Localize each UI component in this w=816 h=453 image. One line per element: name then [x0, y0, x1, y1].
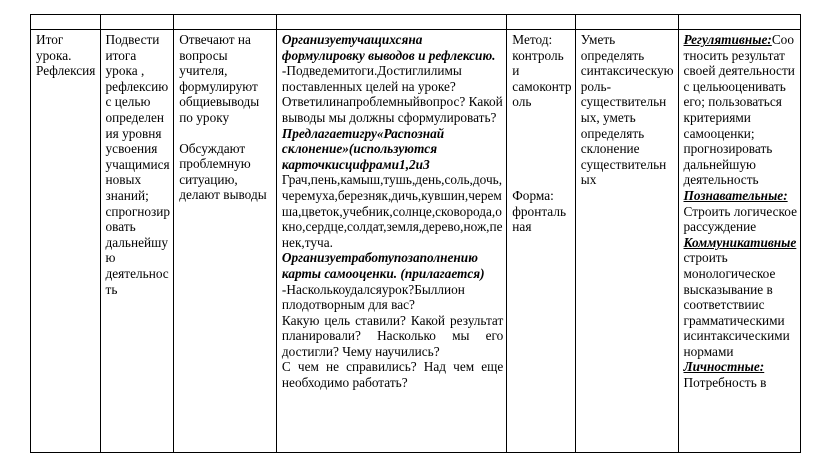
cognitive-label: Познавательные: — [683, 187, 788, 203]
header-cell — [276, 15, 506, 30]
personal-text: Потребность в — [683, 375, 767, 391]
teacher-heading-2: Предлагаетигру«Распознай склонение»(используются карточкисцифрами1,2и3 — [281, 125, 445, 172]
spacer — [512, 110, 571, 188]
personal-label: Личностные: — [683, 359, 765, 375]
student-activity-cell — [174, 30, 277, 453]
cognitive-block — [684, 188, 797, 235]
regulatory-block — [684, 32, 797, 188]
teacher-activity-cell — [276, 30, 506, 453]
goal-cell — [100, 30, 174, 453]
header-cell — [31, 15, 101, 30]
teacher-text-3: -Насколькоудалсяурок?Быллион плодотворным для вас? — [281, 281, 465, 313]
communicative-block — [684, 235, 797, 360]
teacher-text-1: -Подведемитоги.Достиглилимы поставленных целей на уроке? Ответилинапроблемныйвопрос? Какой выводы мы должны сформулировать? — [281, 63, 503, 125]
subject-results: Уметь определять синтаксическую роль- существительных, уметь определять склонение существительных — [580, 32, 674, 188]
stage-goal: Подвести итога урока , рефлексию с целью определения уровня усвоения учащимися новых знаний; спрогнозировать дальнейшую деятельность — [105, 32, 171, 297]
header-cell — [174, 15, 277, 30]
cognitive-text: Строить логическое рассуждение — [683, 203, 797, 235]
student-activity-2: Обсуждают проблемную ситуацию, делают выводы — [179, 140, 267, 203]
method-cell — [507, 30, 575, 453]
personal-block — [684, 359, 797, 390]
lesson-stage-row — [31, 30, 801, 453]
lesson-plan-table — [30, 14, 801, 453]
method-text: Метод: контроль и самоконтроль — [512, 32, 572, 110]
stage-name: Итог урока. Рефлексия — [36, 32, 96, 79]
uud-cell — [678, 30, 800, 453]
header-cell — [575, 15, 678, 30]
communicative-text: строить монологическое высказывание в соответствиис грамматическими исинтаксическими нормами — [683, 250, 790, 359]
spacer — [179, 126, 273, 141]
stage-cell — [31, 30, 101, 453]
communicative-label: Коммуникативные — [683, 234, 797, 250]
regulatory-text: Соотносить результат своей деятельности с цельюоценивать его; пользоваться критериями самооценки; прогнозировать дальнейшую деятельность — [683, 32, 795, 188]
student-activity-1: Отвечают на вопросы учителя, формулируют общиевыводы по уроку — [179, 32, 260, 125]
header-cell — [507, 15, 575, 30]
header-cell — [678, 15, 800, 30]
results-cell — [575, 30, 678, 453]
form-text: Форма: фронтальная — [512, 187, 567, 235]
teacher-heading-1: Организуетучащихсяна формулировку выводов и рефлексию. — [281, 32, 496, 63]
teacher-heading-3: Организуетработупозаполнению карты самооценки. (прилагается) — [281, 250, 485, 281]
word-list: Грач,пень,камыш,тушь,день,соль,дочь,черемуха,березняк,дичь,кувшин,черемша,цветок,учебник,солнце,сковорода,окно,сердце,солдат,земля,дерево,нож,пенек,туча. — [281, 172, 503, 250]
teacher-text-4: Какую цель ставили? Какой результат планировали? Насколько мы его достигли? Чему научились? — [281, 312, 504, 359]
header-row — [31, 15, 801, 30]
teacher-text-5: С чем не справились? Над чем еще необходимо работать? — [281, 359, 504, 391]
header-cell — [100, 15, 174, 30]
regulatory-label: Регулятивные: — [683, 32, 772, 47]
